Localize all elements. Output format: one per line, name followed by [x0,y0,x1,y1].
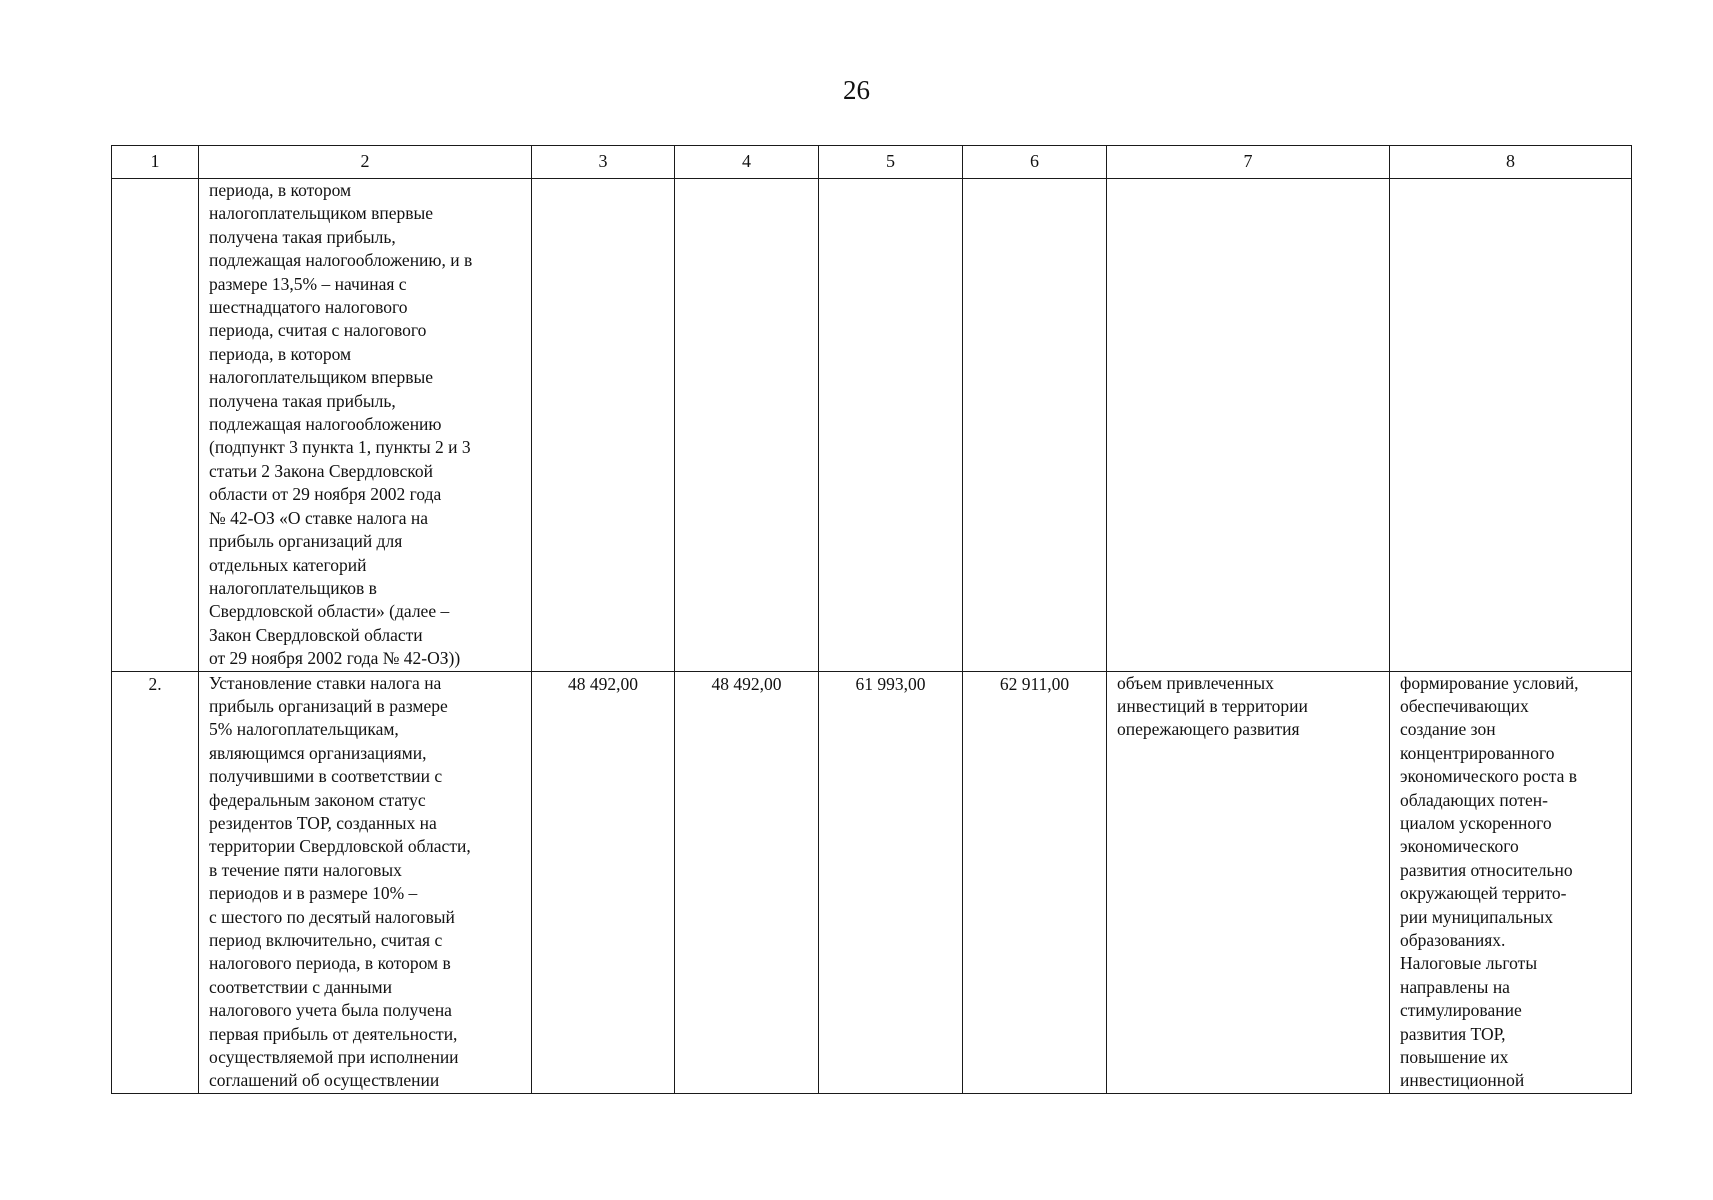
value-cell-5 [819,671,963,1093]
goal-cell [1390,179,1632,672]
description-cell [199,671,532,1093]
value-cell-3 [532,179,675,672]
column-header-4: 4 [675,146,819,179]
text-line: обеспечивающих [1400,695,1529,716]
text-line: (подпункт 3 пункта 1, пункты 2 и 3 [209,437,471,458]
column-header-1: 1 [112,146,199,179]
value-cell-6 [963,179,1107,672]
text-line: периода, считая с налогового [209,320,427,341]
row-number [112,179,198,180]
text-line: Установление ставки налога на [209,672,442,693]
text-line: периода, в котором [209,180,352,200]
value-col5: 61 993,00 [855,673,926,694]
data-table [111,145,1632,1094]
text-line: повышение их [1400,1047,1509,1068]
text-line: Свердловской области» (далее – [209,601,450,622]
text-line: области от 29 ноября 2002 года [209,484,442,505]
page-number: 26 [843,75,870,105]
row-number-cell [112,671,199,1093]
column-header-7: 7 [1107,146,1390,179]
text-line: опережающего развития [1117,719,1300,740]
text-line: объем привлеченных [1117,672,1274,693]
text-line: период включительно, считая с [209,930,443,950]
text-line: № 42-ОЗ «О ставке налога на [209,507,429,528]
header-row [112,146,1632,179]
value-col4: 48 492,00 [711,673,782,694]
text-line: территории Свердловской области, [209,836,471,857]
text-line: статьи 2 Закона Свердловской [209,460,434,481]
text-line: концентрированного [1400,742,1555,763]
text-line: федеральным законом статус [209,789,426,810]
text-line: отдельных категорий [209,554,367,575]
text-line: Налоговые льготы [1400,953,1538,974]
text-line: получена такая прибыль, [209,390,396,411]
text-line: соглашений об осуществлении [209,1070,440,1091]
text-line: осуществляемой при исполнении [209,1047,459,1068]
table-row [112,671,1632,1093]
row-number: 2. [148,673,162,694]
value-cell-6 [963,671,1107,1093]
table-row [112,179,1632,672]
text-line: подлежащая налогообложению, и в [209,250,473,271]
text-line: получившими в соответствии с [209,766,443,787]
text-line: прибыль организаций в размере [209,695,448,716]
text-line: циалом ускоренного [1400,812,1552,833]
text-line: размере 13,5% – начиная с [209,273,407,294]
text-line: соответствии с данными [209,976,392,997]
text-line: в течение пяти налоговых [209,859,402,880]
indicator-cell [1107,179,1390,672]
goal-cell [1390,671,1632,1093]
description-cell [199,179,532,672]
text-line: инвестиций в территории [1117,695,1308,716]
text-line: Закон Свердловской области [209,624,423,645]
row-number-cell [112,179,199,672]
text-line: налогового периода, в котором в [209,953,451,974]
text-line: получена такая прибыль, [209,226,396,247]
text-line: развития ТОР, [1400,1023,1506,1044]
text-line: резидентов ТОР, созданных на [209,812,437,833]
text-line: рии муниципальных [1400,906,1554,927]
text-line: 5% налогоплательщикам, [209,719,399,740]
indicator-cell [1107,671,1390,1093]
text-line: первая прибыль от деятельности, [209,1023,458,1044]
text-line: направлены на [1400,976,1510,997]
value-col5 [819,179,962,180]
column-header-3: 3 [532,146,675,179]
text-line: периодов и в размере 10% – [209,883,418,904]
text-line: являющимся организациями, [209,742,427,763]
text-line: создание зон [1400,719,1496,740]
value-cell-3 [532,671,675,1093]
value-col3: 48 492,00 [568,673,638,694]
value-col3 [532,179,674,180]
text-line: налогоплательщиком впервые [209,203,434,224]
value-cell-4 [675,671,819,1093]
value-cell-5 [819,179,963,672]
text-line: формирование условий, [1400,672,1579,693]
text-line: стимулирование [1400,1000,1522,1021]
text-line: инвестиционной [1400,1070,1525,1091]
text-line: от 29 ноября 2002 года № 42-ОЗ)) [209,648,461,669]
text-line: налогоплательщиком впервые [209,367,434,388]
value-cell-4 [675,179,819,672]
column-header-6: 6 [963,146,1107,179]
text-line: периода, в котором [209,343,352,364]
text-line: шестнадцатого налогового [209,297,408,318]
column-header-2: 2 [199,146,532,179]
text-line: прибыль организаций для [209,531,403,552]
value-col4 [675,179,818,180]
value-col6 [963,179,1106,180]
value-col6: 62 911,00 [999,673,1070,694]
text-line: с шестого по десятый налоговый [209,906,455,927]
text-line: образованиях. [1400,930,1506,950]
text-line: развития относительно [1400,859,1573,880]
column-header-8: 8 [1390,146,1632,179]
text-line: подлежащая налогообложению [209,414,442,435]
column-header-5: 5 [819,146,963,179]
text-line: налогоплательщиков в [209,577,377,598]
text-line: налогового учета была получена [209,1000,452,1021]
text-line: экономического роста в [1400,766,1578,787]
text-line: окружающей террито- [1400,883,1567,904]
text-line: обладающих потен- [1400,789,1548,810]
text-line: экономического [1400,836,1519,857]
